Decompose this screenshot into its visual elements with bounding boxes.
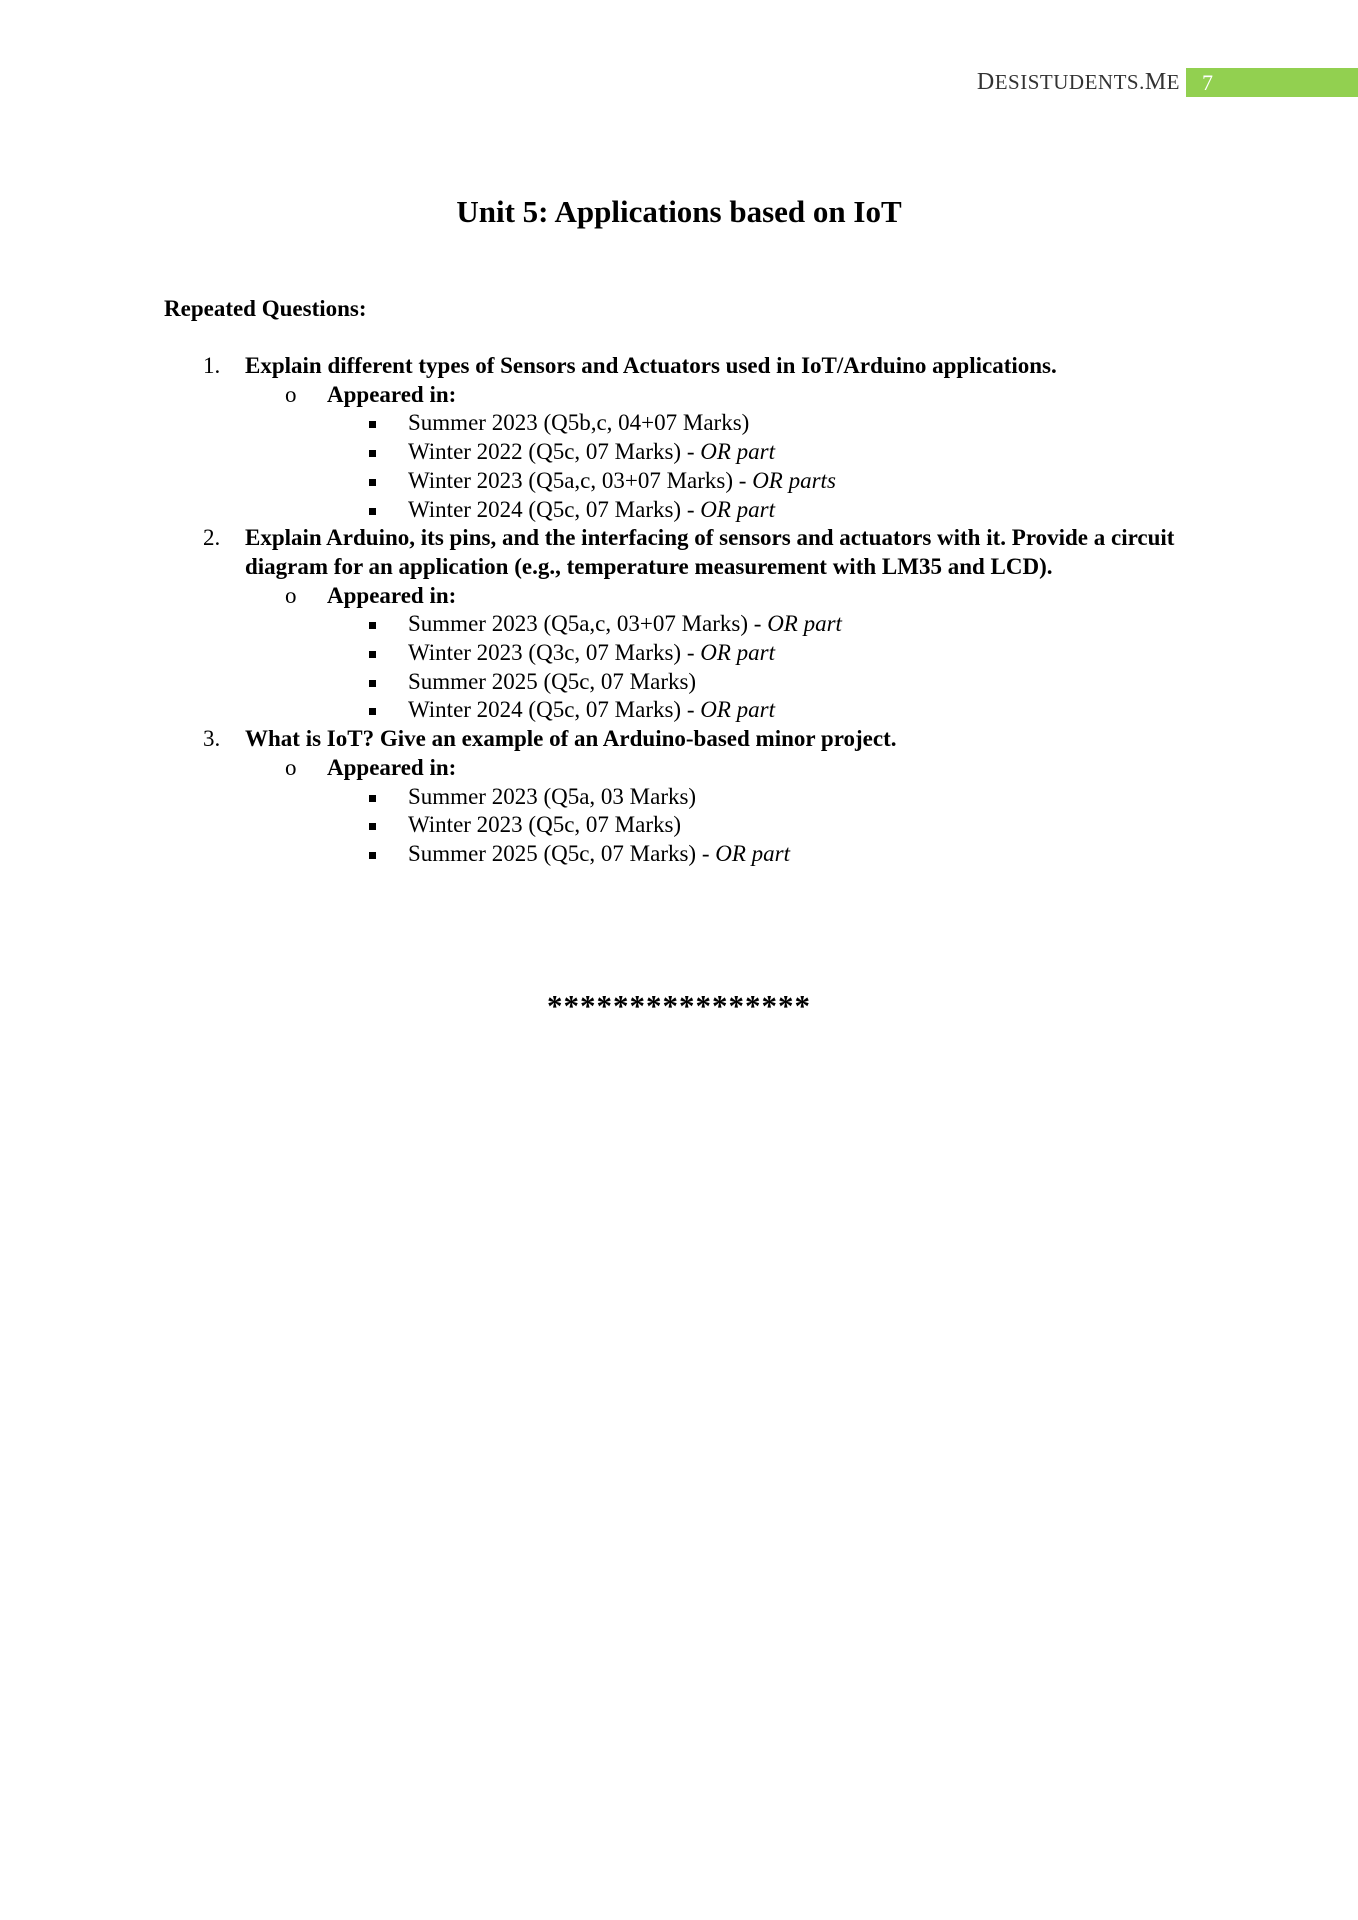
occurrence-item: Winter 2024 (Q5c, 07 Marks) - OR part [0, 696, 1358, 725]
question-number: 3. [203, 726, 221, 752]
circle-bullet-icon: o [285, 381, 297, 407]
question-number: 2. [203, 525, 221, 551]
appeared-in-label: o Appeared in: [0, 381, 1358, 410]
section-separator: **************** [547, 988, 811, 1023]
square-bullet-icon [369, 651, 376, 658]
section-heading: Repeated Questions: [164, 296, 367, 321]
site-name: DESISTUDENTS.ME [976, 69, 1180, 95]
question-text: Explain different types of Sensors and Actuators used in IoT/Arduino applications. [245, 353, 1057, 378]
occurrence-item: Winter 2024 (Q5c, 07 Marks) - OR part [0, 496, 1358, 525]
square-bullet-icon [369, 823, 376, 830]
occurrence-item: Summer 2025 (Q5c, 07 Marks) - OR part [0, 840, 1358, 869]
occurrence-item: Winter 2023 (Q3c, 07 Marks) - OR part [0, 639, 1358, 668]
question-list [0, 352, 1358, 869]
question-item [0, 725, 1195, 754]
square-bullet-icon [369, 508, 376, 515]
occurrence-item: Summer 2023 (Q5b,c, 04+07 Marks) [0, 409, 1358, 438]
square-bullet-icon [369, 852, 376, 859]
page-number-badge: 7 [1186, 68, 1358, 97]
square-bullet-icon [369, 421, 376, 428]
question-number: 1. [203, 353, 221, 378]
appeared-in-label: o Appeared in: [0, 754, 1358, 783]
question-text: What is IoT? Give an example of an Arduino-based minor project. [245, 726, 897, 752]
occurrence-item: Winter 2022 (Q5c, 07 Marks) - OR part [0, 438, 1358, 467]
square-bullet-icon [369, 450, 376, 457]
occurrence-item: Winter 2023 (Q5c, 07 Marks) [0, 811, 1358, 840]
occurrence-item: Summer 2025 (Q5c, 07 Marks) [0, 668, 1358, 697]
occurrence-item: Summer 2023 (Q5a, 03 Marks) [0, 783, 1358, 812]
square-bullet-icon [369, 479, 376, 486]
square-bullet-icon [369, 708, 376, 715]
occurrence-item: Winter 2023 (Q5a,c, 03+07 Marks) - OR parts [0, 467, 1358, 496]
question-item [0, 352, 1195, 381]
question-item [0, 524, 1195, 581]
circle-bullet-icon: o [285, 582, 297, 608]
square-bullet-icon [369, 795, 376, 802]
question-text: Explain Arduino, its pins, and the interfacing of sensors and actuators with it. Provide a circuit diagram for an application (e.g., temperature measurement with LM35 and LCD). [245, 525, 1175, 579]
page-title: Unit 5: Applications based on IoT [456, 194, 902, 229]
circle-bullet-icon: o [285, 754, 297, 780]
appeared-in-label: o Appeared in: [0, 582, 1358, 611]
square-bullet-icon [369, 622, 376, 629]
square-bullet-icon [369, 680, 376, 687]
occurrence-item: Summer 2023 (Q5a,c, 03+07 Marks) - OR part [0, 610, 1358, 639]
